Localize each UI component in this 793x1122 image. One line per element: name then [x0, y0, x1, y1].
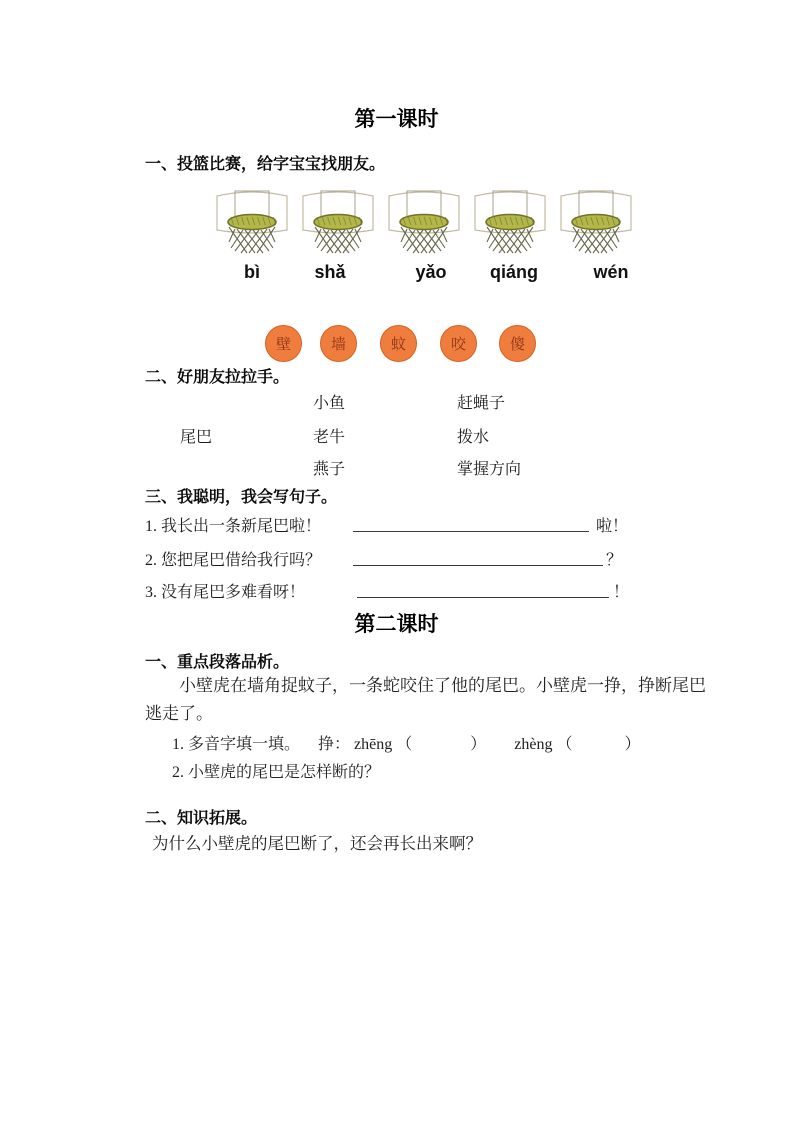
match-animal: 小鱼	[313, 395, 346, 412]
lesson2-title: 第二课时	[354, 613, 439, 636]
lesson1-title: 第一课时	[354, 108, 439, 131]
comprehension-question: 2. 小壁虎的尾巴是怎样断的？	[172, 764, 381, 781]
paren-close: ）	[624, 736, 641, 753]
paren-open: （	[396, 736, 413, 753]
hoop-row	[213, 180, 635, 256]
basketball-hoop-icon	[385, 180, 463, 256]
match-animal: 老牛	[313, 429, 346, 446]
basketball-hoop-icon	[471, 180, 549, 256]
character-ball[interactable]: 墙	[320, 325, 357, 362]
match-left-item: 尾巴	[180, 429, 213, 446]
sentence-prompt: 1. 我长出一条新尾巴啦！	[145, 518, 322, 535]
pinyin-label: qiáng	[490, 262, 538, 282]
section3-header: 三、我聪明，我会写句子。	[145, 489, 338, 506]
analysis-paragraph: 小壁虎在墙角捉蚊子，一条蛇咬住了他的尾巴。小壁虎一挣，挣断尾巴逃走了。	[145, 676, 706, 723]
section2-header: 二、好朋友拉拉手。	[145, 369, 290, 386]
pinyin-label: wén	[593, 262, 629, 282]
polyphone-char: 挣：	[318, 736, 351, 753]
lesson2-section1-header: 一、重点段落品析。	[145, 654, 290, 671]
sentence-prompt: 2. 您把尾巴借给我行吗？	[145, 552, 322, 569]
answer-blank[interactable]	[353, 513, 589, 532]
sentence-suffix: 啦！	[596, 518, 629, 535]
pinyin-label: bì	[244, 262, 260, 282]
match-function: 拨水	[457, 429, 490, 446]
polyphone-label: 1. 多音字填一填。	[172, 736, 301, 753]
sentence-suffix: ！	[613, 584, 630, 601]
character-ball[interactable]: 壁	[265, 325, 302, 362]
character-ball[interactable]: 咬	[440, 325, 477, 362]
sentence-suffix: ？	[606, 552, 623, 569]
basketball-hoop-icon	[299, 180, 377, 256]
pinyin-reading: zhèng	[514, 736, 553, 753]
sentence-prompt: 3. 没有尾巴多难看呀！	[145, 584, 306, 601]
polyphone-question	[172, 731, 641, 754]
answer-blank[interactable]	[353, 547, 603, 566]
pinyin-reading: zhēng	[354, 736, 393, 753]
paren-close: ）	[470, 736, 487, 753]
match-function: 赶蝇子	[457, 395, 506, 412]
match-animal: 燕子	[313, 461, 346, 478]
match-function: 掌握方向	[457, 461, 522, 478]
pinyin-label: shǎ	[314, 262, 346, 282]
lesson2-section2-header: 二、知识拓展。	[145, 810, 258, 827]
pinyin-label: yǎo	[415, 262, 447, 282]
character-ball[interactable]: 蚊	[380, 325, 417, 362]
character-ball[interactable]: 傻	[499, 325, 536, 362]
section1-header: 一、投篮比赛，给字宝宝找朋友。	[145, 156, 386, 173]
basketball-hoop-icon	[557, 180, 635, 256]
extension-question: 为什么小壁虎的尾巴断了，还会再长出来啊？	[152, 834, 482, 853]
paren-open: （	[556, 736, 573, 753]
basketball-hoop-icon	[213, 180, 291, 256]
answer-blank[interactable]	[357, 579, 609, 598]
